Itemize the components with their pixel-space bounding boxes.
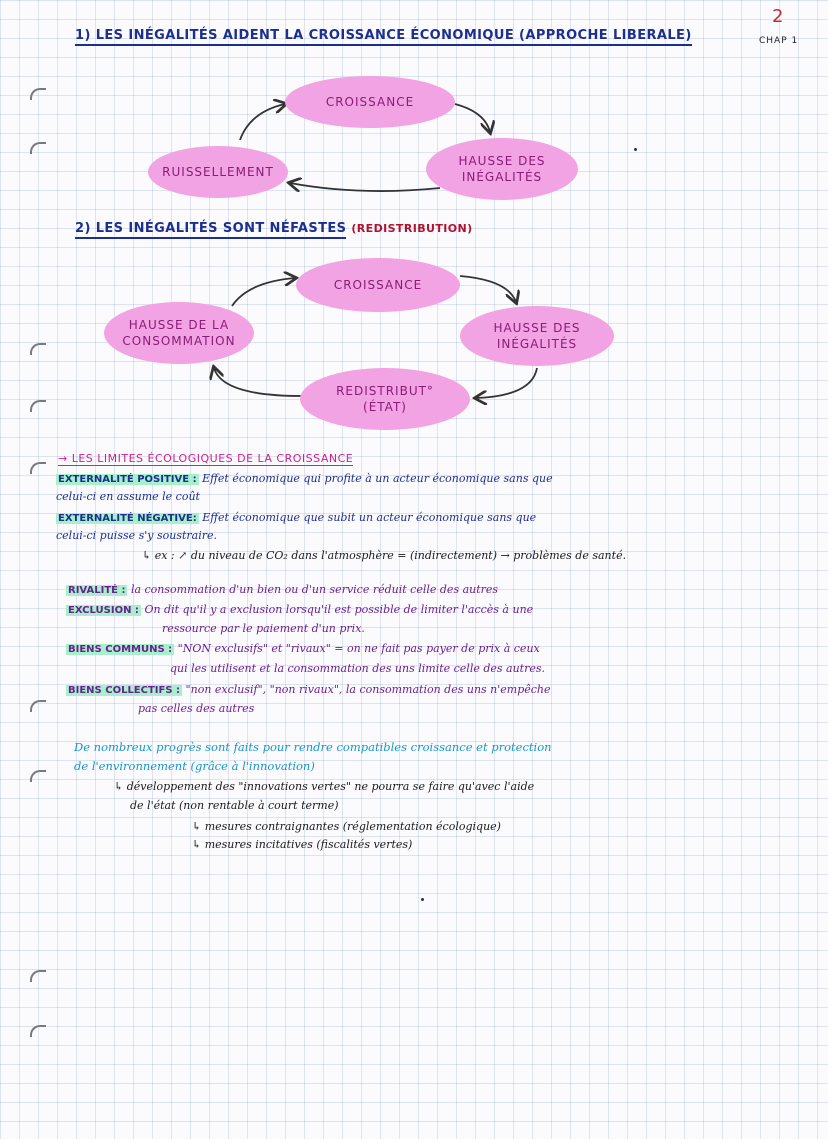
binder-ring xyxy=(30,970,46,982)
def-rivalite: RIVALITÉ : la consommation d'un bien ou d'un service réduit celle des autres xyxy=(68,583,499,596)
progress-line2: de l'environnement (grâce à l'innovation) xyxy=(74,759,315,773)
node-redistribution: REDISTRIBUT° (ÉTAT) xyxy=(300,368,470,430)
page-number: 2 xyxy=(772,6,784,27)
arrow-hausse-to-redistribution xyxy=(476,368,537,398)
limits-title: → LES LIMITES ÉCOLOGIQUES DE LA CROISSANCE xyxy=(58,452,354,465)
ext-example: ↳ ex : ↗ du niveau de CO₂ dans l'atmosphère = (indirectement) → problèmes de santé. xyxy=(142,549,627,562)
def-biens-communs: BIENS COMMUNS : "NON exclusifs" et "rivaux" = on ne fait pas payer de prix à ceux xyxy=(68,642,540,655)
section1-title: 1) LES INÉGALITÉS AIDENT LA CROISSANCE ÉCONOMIQUE (APPROCHE LIBERALE) xyxy=(75,28,692,43)
node-croissance: CROISSANCE xyxy=(285,76,455,128)
node-hausse-inegalites-2: HAUSSE DES INÉGALITÉS xyxy=(460,306,614,366)
progress-line4: de l'état (non rentable à court terme) xyxy=(130,799,339,812)
binder-ring xyxy=(30,1025,46,1037)
def-biens-collectifs-cont: pas celles des autres xyxy=(138,702,255,715)
progress-line3: ↳ développement des "innovations vertes" ne pourra se faire qu'avec l'aide xyxy=(114,780,535,793)
def-biens-collectifs: BIENS COLLECTIFS : "non exclusif", "non rivaux", la consommation des uns n'empêche xyxy=(68,683,551,696)
node-hausse-consommation: HAUSSE DE LA CONSOMMATION xyxy=(104,302,254,364)
pen-dot xyxy=(634,148,637,151)
progress-line1: De nombreux progrès sont faits pour rendre compatibles croissance et protection xyxy=(74,740,552,754)
arrow-croissance-to-hausse xyxy=(455,104,490,132)
section2-title: 2) LES INÉGALITÉS SONT NÉFASTES (REDISTRIBUTION) xyxy=(75,221,473,236)
node-ruissellement: RUISSELLEMENT xyxy=(148,146,288,198)
arrow-ruissellement-to-croissance xyxy=(240,104,285,140)
arrow-consommation-to-croissance xyxy=(232,278,295,306)
binder-ring xyxy=(30,700,46,712)
node-croissance-2: CROISSANCE xyxy=(296,258,460,312)
def-exclusion-cont: ressource par le paiement d'un prix. xyxy=(162,622,365,635)
arrow-hausse-to-ruissellement xyxy=(290,183,440,191)
ext-positive-cont: celui-ci en assume le coût xyxy=(56,490,200,503)
binder-ring xyxy=(30,770,46,782)
progress-line6: ↳ mesures incitatives (fiscalités vertes) xyxy=(192,838,413,851)
arrow-redistribution-to-consommation xyxy=(214,368,302,396)
cycle-arrows xyxy=(0,0,828,420)
progress-line5: ↳ mesures contraignantes (réglementation écologique) xyxy=(192,820,501,833)
def-exclusion: EXCLUSION : On dit qu'il y a exclusion lorsqu'il est possible de limiter l'accès à une xyxy=(68,603,534,616)
arrow-croissance-to-hausse-2 xyxy=(460,276,516,302)
def-biens-communs-cont: qui les utilisent et la consommation des uns limite celle des autres. xyxy=(170,662,546,675)
ext-positive: EXTERNALITÉ POSITIVE : Effet économique qui profite à un acteur économique sans que xyxy=(58,472,553,485)
chapter-label: CHAP 1 xyxy=(759,36,799,46)
ext-negative: EXTERNALITÉ NÉGATIVE: Effet économique que subit un acteur économique sans que xyxy=(58,511,537,524)
binder-ring xyxy=(30,462,46,474)
node-hausse-inegalites: HAUSSE DES INÉGALITÉS xyxy=(426,138,578,200)
pen-dot xyxy=(421,898,424,901)
ext-negative-cont: celui-ci puisse s'y soustraire. xyxy=(56,529,218,542)
